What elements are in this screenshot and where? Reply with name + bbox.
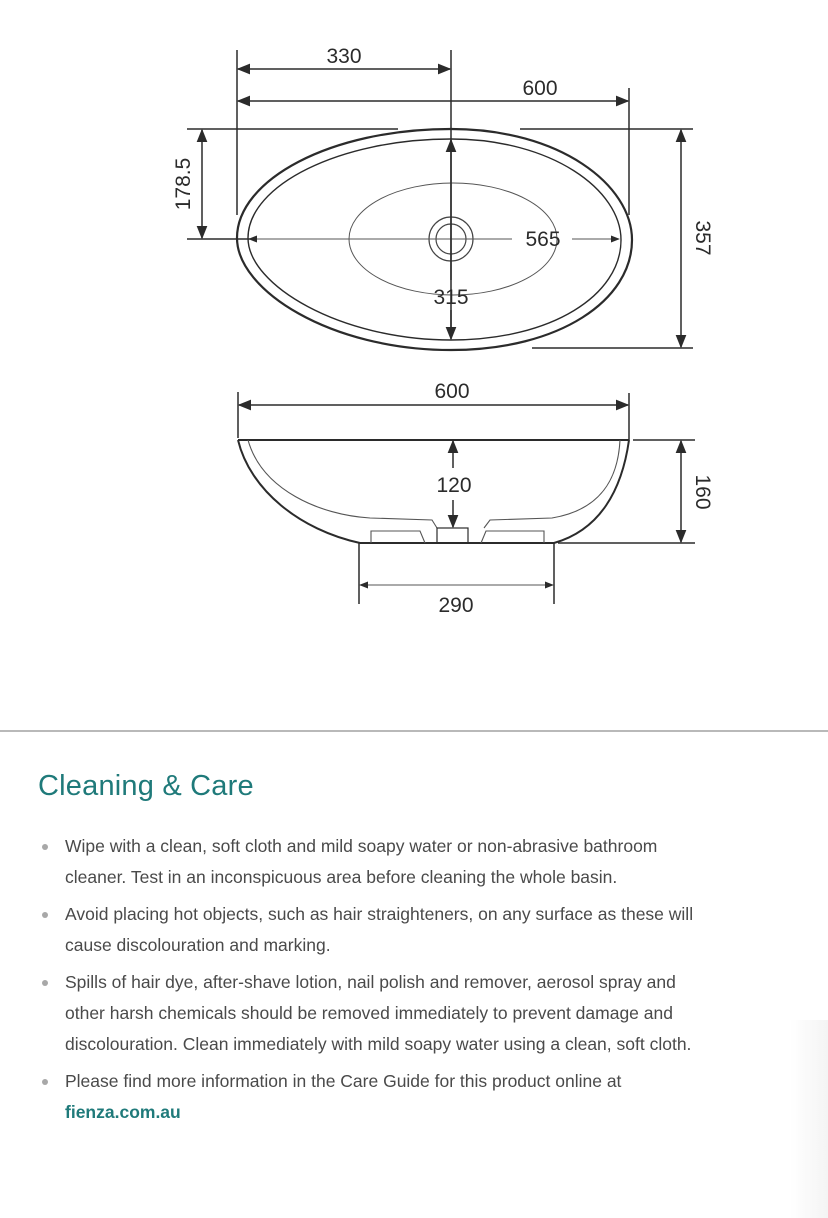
dim-357-label: 357 (691, 220, 714, 256)
edge-shadow (790, 1020, 828, 1218)
care-list (38, 831, 718, 1128)
cleaning-care-section (38, 770, 718, 1134)
dim-120-label: 120 (436, 474, 472, 497)
bullet-icon (42, 980, 48, 986)
bullet-icon (42, 1079, 48, 1085)
list-item-text: Spills of hair dye, after-shave lotion, nail polish and remover, aerosol spray and other harsh chemicals should be removed immediately to prevent damage and discolouration. Clean immediately with mild soapy water using a clean, soft cloth. (65, 972, 692, 1054)
dim-160-label: 160 (691, 474, 714, 510)
list-item (38, 899, 718, 961)
bullet-icon (42, 844, 48, 850)
dim-600-side-label: 600 (434, 380, 470, 403)
section-title: Cleaning & Care (38, 770, 254, 802)
section-divider (0, 730, 828, 732)
bullet-icon (42, 912, 48, 918)
dim-330-label: 330 (326, 45, 362, 68)
side-view (238, 392, 695, 604)
dim-600-top-label: 600 (522, 77, 558, 100)
dim-290-label: 290 (438, 594, 474, 617)
list-item (38, 831, 718, 893)
dim-565-label: 565 (525, 228, 561, 251)
list-item-text: Avoid placing hot objects, such as hair straighteners, on any surface as these will cause discolouration and marking. (65, 904, 694, 955)
list-item-text: Please find more information in the Care Guide for this product online at (65, 1071, 622, 1091)
list-item (38, 1066, 718, 1128)
dim-315-label: 315 (433, 286, 469, 309)
fienza-website-link[interactable]: fienza.com.au (65, 1102, 181, 1122)
dim-178-5-label: 178.5 (172, 157, 195, 211)
list-item-text: Wipe with a clean, soft cloth and mild soapy water or non-abrasive bathroom cleaner. Test in an inconspicuous area before cleaning the whole basin. (65, 836, 658, 887)
list-item (38, 967, 718, 1060)
